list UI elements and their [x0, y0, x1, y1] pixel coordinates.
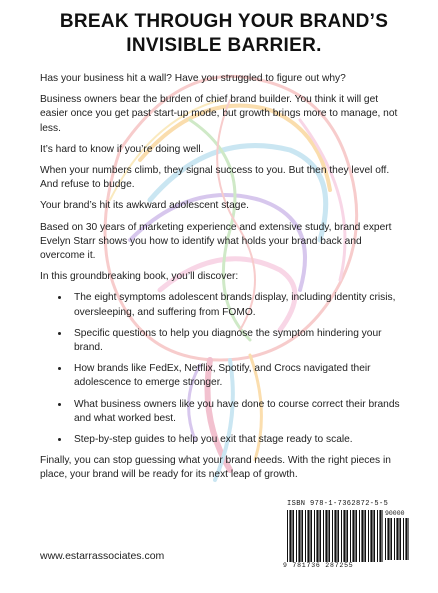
barcode-bar: [350, 510, 351, 562]
barcode-bar: [343, 510, 345, 562]
barcode-bar: [361, 510, 363, 562]
blurb-paragraph: It’s hard to know if you’re doing well.: [40, 143, 204, 155]
barcode-bar: [394, 518, 395, 560]
barcode-bar: [316, 510, 318, 562]
barcode-bar: [390, 518, 392, 560]
barcode-addon: 90000: [385, 510, 405, 517]
list-item: • Step-by-step guides to help you exit that stage ready to scale.: [70, 433, 408, 447]
barcode-bar: [368, 510, 369, 562]
blurb-paragraph: When your numbers climb, they signal success to you. But then they level off. And refuse to budge.: [40, 165, 390, 191]
barcode-bar: [387, 518, 389, 560]
closing-paragraph: Finally, you can stop guessing what your brand needs. With the right pieces in place, your brand will be ready for its next leap of growth.: [40, 455, 391, 481]
list-item: • How brands like FedEx, Netflix, Spotify, and Crocs navigated their adolescence to emerge stronger.: [70, 362, 408, 390]
barcode-bar: [352, 510, 354, 562]
barcode-bar: [314, 510, 315, 562]
blurb-paragraph: In this groundbreaking book, you’ll discover:: [40, 271, 239, 283]
barcode-addon-bars: [385, 518, 409, 560]
barcode-bar: [382, 510, 383, 562]
barcode-bar: [341, 510, 342, 562]
headline: [40, 10, 408, 58]
barcode-bar: [310, 510, 312, 562]
headline-line: BREAK THROUGH YOUR BRAND’S: [59, 11, 389, 32]
blurb-paragraph: Has your business hit a wall? Have you struggled to figure out why?: [40, 73, 346, 84]
cover-text-block: [40, 10, 408, 490]
barcode-bar: [377, 510, 378, 562]
barcode-bar: [373, 510, 375, 562]
barcode-bar: [337, 510, 339, 562]
barcode-bar: [403, 518, 404, 560]
barcode-bar: [307, 510, 309, 562]
barcode-bar: [355, 510, 357, 562]
barcode-bar: [301, 510, 303, 562]
barcode-bar: [292, 510, 294, 562]
website-link[interactable]: www.estarrassociates.com: [40, 550, 165, 562]
barcode-bars: [287, 510, 383, 562]
list-item: • The eight symptoms adolescent brands display, including identity crisis, oversleeping, and suffering from FOMO.: [70, 291, 408, 319]
headline-line: INVISIBLE BARRIER.: [126, 35, 322, 56]
barcode-bar: [319, 510, 321, 562]
barcode-bar: [379, 510, 381, 562]
barcode-bar: [364, 510, 366, 562]
blurb-paragraph: Based on 30 years of marketing experience and extensive study, brand expert Evelyn Starr shows you how to identify what holds your brand back and overcome it.: [40, 221, 392, 262]
barcode-bar: [325, 510, 327, 562]
blurb-paragraph: Your brand’s hit its awkward adolescent stage.: [40, 200, 249, 212]
discover-list: [40, 291, 408, 447]
barcode-bar: [359, 510, 360, 562]
barcode-bar: [334, 510, 336, 562]
barcode-bar: [332, 510, 333, 562]
barcode-bar: [385, 518, 386, 560]
barcode-bar: [370, 510, 372, 562]
barcode-bar: [408, 518, 409, 560]
blurb-paragraph: Business owners bear the burden of chief brand builder. You think it will get easier once you get past start-up mode, but growth brings more to manage, not less.: [40, 94, 398, 134]
cover-footer: [0, 496, 438, 593]
barcode-bar: [399, 518, 401, 560]
barcode-bar: [396, 518, 398, 560]
barcode-bar: [296, 510, 297, 562]
blurb: [40, 72, 408, 483]
list-item: • What business owners like you have done to course correct their brands and what worked best.: [70, 398, 408, 426]
barcode-bar: [328, 510, 330, 562]
barcode-bar: [346, 510, 348, 562]
isbn-label: ISBN 978-1-7362872-5-5: [287, 500, 389, 508]
barcode-bar: [287, 510, 288, 562]
barcode-number: 9 781736 287255: [283, 562, 354, 569]
barcode-bar: [289, 510, 291, 562]
barcode-bar: [305, 510, 306, 562]
barcode-bar: [405, 518, 407, 560]
barcode-bar: [298, 510, 300, 562]
isbn-barcode: [281, 500, 412, 580]
barcode-bar: [323, 510, 324, 562]
list-item: • Specific questions to help you diagnose the symptom hindering your brand.: [70, 327, 408, 355]
